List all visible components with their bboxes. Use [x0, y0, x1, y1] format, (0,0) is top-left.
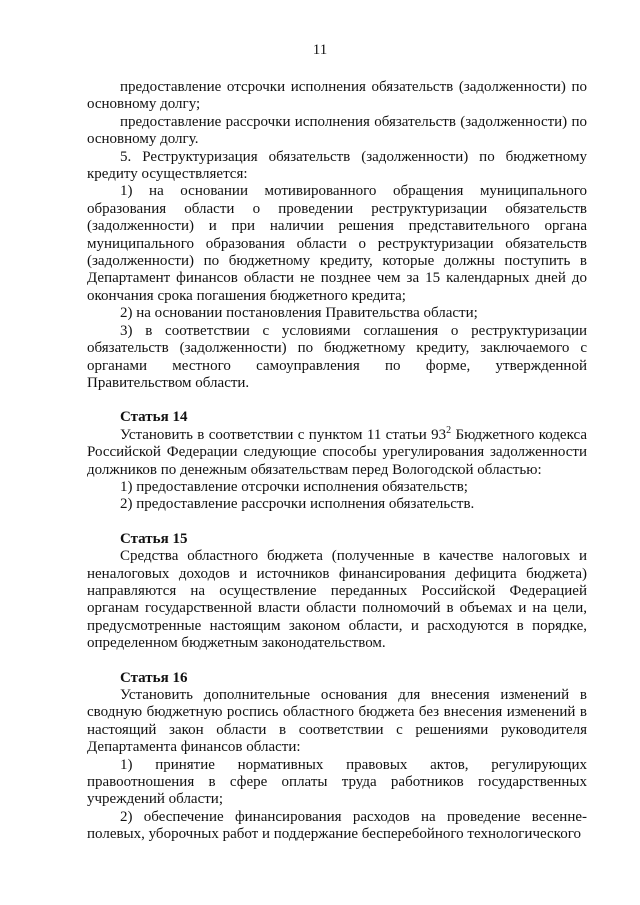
- paragraph-text: Установить в соответствии с пунктом 11 статьи 93: [120, 426, 447, 443]
- paragraph-text: Бюджетного кодекса Российской Федерации следующие способы урегулирования задолженности должников по денежным обязательствам перед Вологодской областью:: [87, 426, 587, 478]
- paragraph: 5. Реструктуризация обязательств (задолженности) по бюджетному кредиту осуществляется:: [87, 148, 587, 183]
- paragraph: 2) на основании постановления Правительства области;: [120, 305, 478, 322]
- paragraph: [87, 424, 587, 479]
- paragraph: Установить дополнительные основания для внесения изменений в сводную бюджетную роспись областного бюджета без внесения изменений в настоящий закон области в соответствии с решениями руководителя Департамента финансов области:: [87, 687, 587, 756]
- paragraph: предоставление рассрочки исполнения обязательств (задолженности) по основному долгу.: [87, 113, 587, 148]
- article-15: [87, 531, 587, 653]
- article-14: [87, 409, 587, 513]
- paragraph: 1) принятие нормативных правовых актов, регулирующих правоотношения в сфере оплаты труда работников государственных учреждений области;: [87, 756, 587, 808]
- article-heading: Статья 14: [120, 409, 188, 426]
- paragraph: Средства областного бюджета (полученные в качестве налоговых и неналоговых доходов и источников финансирования дефицита бюджета) направляются на осуществление переданных Российской Федерацией органам государственной власти области полномочий в объемах и на цели, предусмотренные настоящим законом области, и расходуются в порядке, определенном бюджетным законодательством.: [87, 548, 587, 652]
- paragraph: 1) на основании мотивированного обращения муниципального образования области о проведении реструктуризации обязательств (задолженности) и при наличии решения представительного органа муниципального образования области о реструктуризации обязательств (задолженности) по бюджетному кредиту, которые должны поступить в Департамент финансов области не позднее чем за 15 календарных дней до окончания срока погашения бюджетного кредита;: [87, 183, 587, 304]
- page-number: 11: [312, 42, 328, 58]
- paragraph: 2) обеспечение финансирования расходов на проведение весенне-полевых, уборочных работ и поддержание бесперебойного технологического: [87, 808, 587, 843]
- document-body: [87, 79, 587, 844]
- section-5-continuation: [87, 79, 587, 392]
- article-16: [87, 670, 587, 844]
- paragraph: предоставление отсрочки исполнения обязательств (задолженности) по основному долгу;: [87, 79, 587, 113]
- article-heading: Статья 15: [120, 530, 188, 547]
- paragraph: 2) предоставление рассрочки исполнения обязательств.: [120, 496, 475, 513]
- article-heading: Статья 16: [120, 669, 188, 686]
- paragraph: 1) предоставление отсрочки исполнения обязательств;: [120, 478, 468, 495]
- superscript: 2: [446, 424, 452, 436]
- paragraph: 3) в соответствии с условиями соглашения о реструктуризации обязательств (задолженности) по бюджетному кредиту, заключаемого с органами местного самоуправления по форме, утвержденной Правительством области.: [87, 322, 587, 391]
